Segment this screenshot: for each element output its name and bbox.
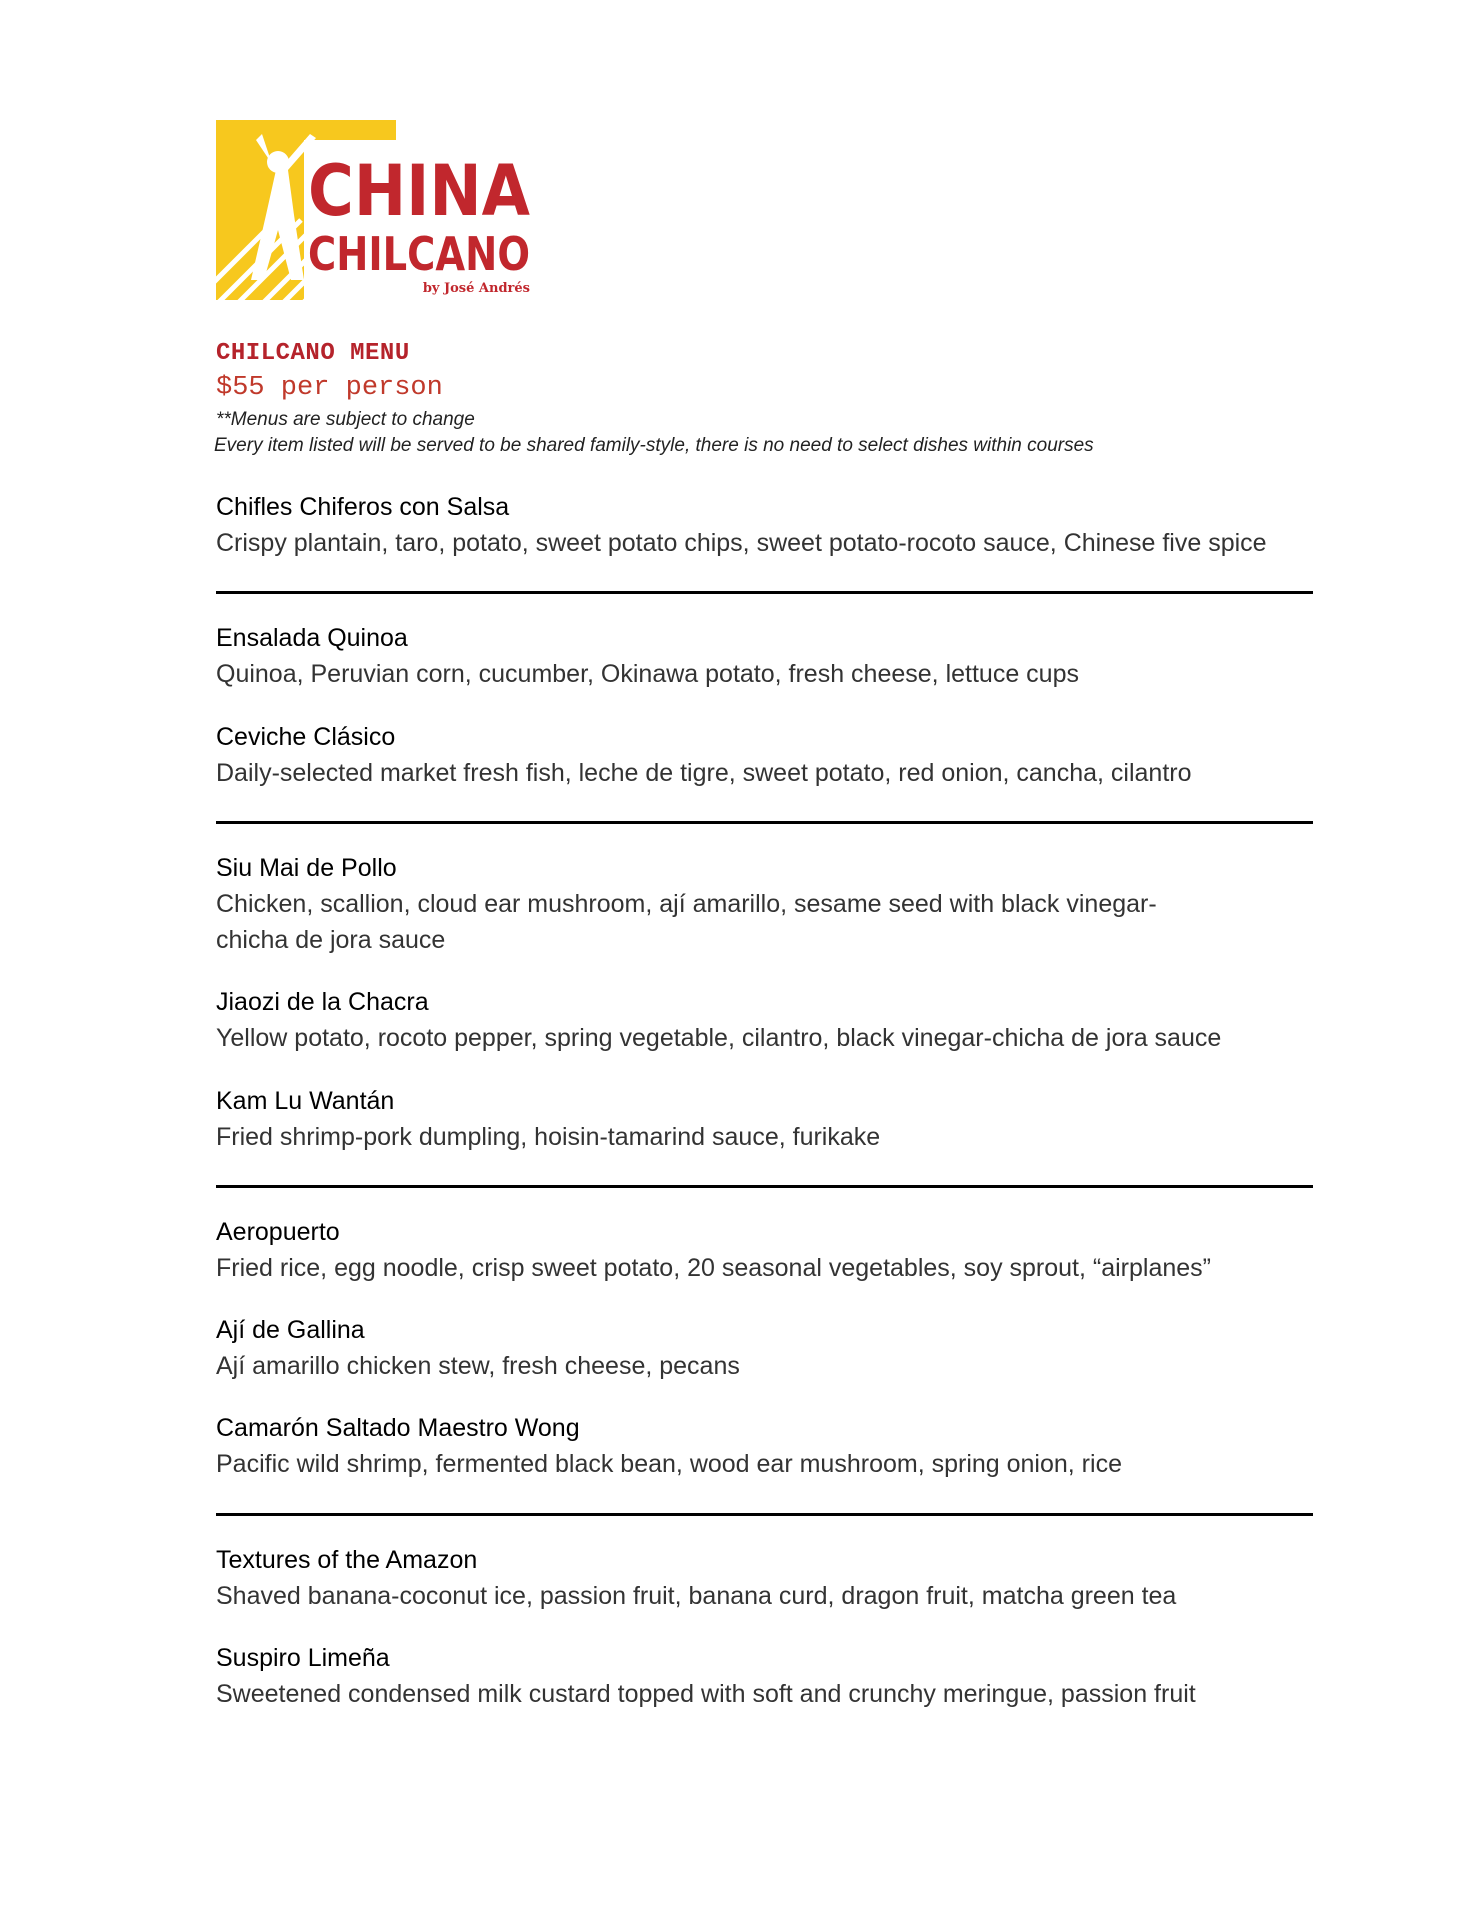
dish-description: Sweetened condensed milk custard topped with soft and crunchy meringue, passion fruit xyxy=(216,1679,1196,1708)
dish-name: Aeropuerto xyxy=(216,1217,340,1246)
dish-item xyxy=(216,988,1336,1056)
dish-name: Suspiro Limeña xyxy=(216,1643,390,1672)
dish-name: Jiaozi de la Chacra xyxy=(216,988,429,1017)
dish-name: Chifles Chiferos con Salsa xyxy=(216,493,510,521)
menu-page xyxy=(216,120,1336,1712)
dish-description: Daily-selected market fresh fish, leche de tigre, sweet potato, red onion, cancha, cilantro xyxy=(216,758,1192,787)
dish-item xyxy=(216,1087,1336,1155)
china-chilcano-logo xyxy=(216,120,536,300)
logo-byline: by José Andrés xyxy=(422,281,530,296)
dish-name: Ensalada Quinoa xyxy=(216,624,408,653)
dish-description: Crispy plantain, taro, potato, sweet potato chips, sweet potato-rocoto sauce, Chinese five spice xyxy=(216,529,1267,557)
dish-name: Siu Mai de Pollo xyxy=(216,853,397,882)
dish-item xyxy=(216,1414,1336,1482)
dish-item xyxy=(216,1218,1336,1286)
family-style-note: Every item listed will be served to be shared family-style, there is no need to select dishes within courses xyxy=(214,435,1094,456)
logo-graphic xyxy=(216,120,536,300)
dish-name: Textures of the Amazon xyxy=(216,1545,478,1574)
logo-line2: CHILCANO xyxy=(308,227,530,281)
dish-description: Fried rice, egg noodle, crisp sweet potato, 20 seasonal vegetables, soy sprout, “airplanes” xyxy=(216,1253,1211,1282)
dish-description: Shaved banana-coconut ice, passion fruit, banana curd, dragon fruit, matcha green tea xyxy=(216,1581,1177,1610)
dish-name: Ceviche Clásico xyxy=(216,722,396,751)
dish-name: Camarón Saltado Maestro Wong xyxy=(216,1414,580,1443)
menu-change-note: **Menus are subject to change xyxy=(216,409,475,430)
dish-item xyxy=(216,723,1336,791)
course-divider xyxy=(216,821,1313,824)
dish-item xyxy=(216,1546,1336,1614)
dish-description: Yellow potato, rocoto pepper, spring vegetable, cilantro, black vinegar-chicha de jora sauce xyxy=(216,1024,1222,1053)
dish-name: Ají de Gallina xyxy=(216,1316,365,1344)
course-divider xyxy=(216,1513,1313,1516)
dish-item xyxy=(216,493,1336,561)
logo-line1: CHINA xyxy=(308,150,530,232)
dish-item xyxy=(216,854,1336,959)
menu-title: CHILCANO MENU xyxy=(216,340,410,367)
menu-price: $55 per person xyxy=(216,373,443,403)
course-divider xyxy=(216,591,1313,594)
dish-description: Ají amarillo chicken stew, fresh cheese, pecans xyxy=(216,1352,740,1380)
dish-name: Kam Lu Wantán xyxy=(216,1086,395,1115)
dish-item xyxy=(216,1644,1336,1712)
dish-description: Fried shrimp-pork dumpling, hoisin-tamarind sauce, furikake xyxy=(216,1122,881,1151)
course-divider xyxy=(216,1185,1313,1188)
dish-item xyxy=(216,1316,1336,1384)
dish-description: Chicken, scallion, cloud ear mushroom, ají amarillo, sesame seed with black vinegar-chicha de jora sauce xyxy=(216,889,1157,954)
dish-description: Pacific wild shrimp, fermented black bean, wood ear mushroom, spring onion, rice xyxy=(216,1450,1122,1479)
dish-description: Quinoa, Peruvian corn, cucumber, Okinawa potato, fresh cheese, lettuce cups xyxy=(216,660,1079,689)
dish-item xyxy=(216,624,1336,692)
